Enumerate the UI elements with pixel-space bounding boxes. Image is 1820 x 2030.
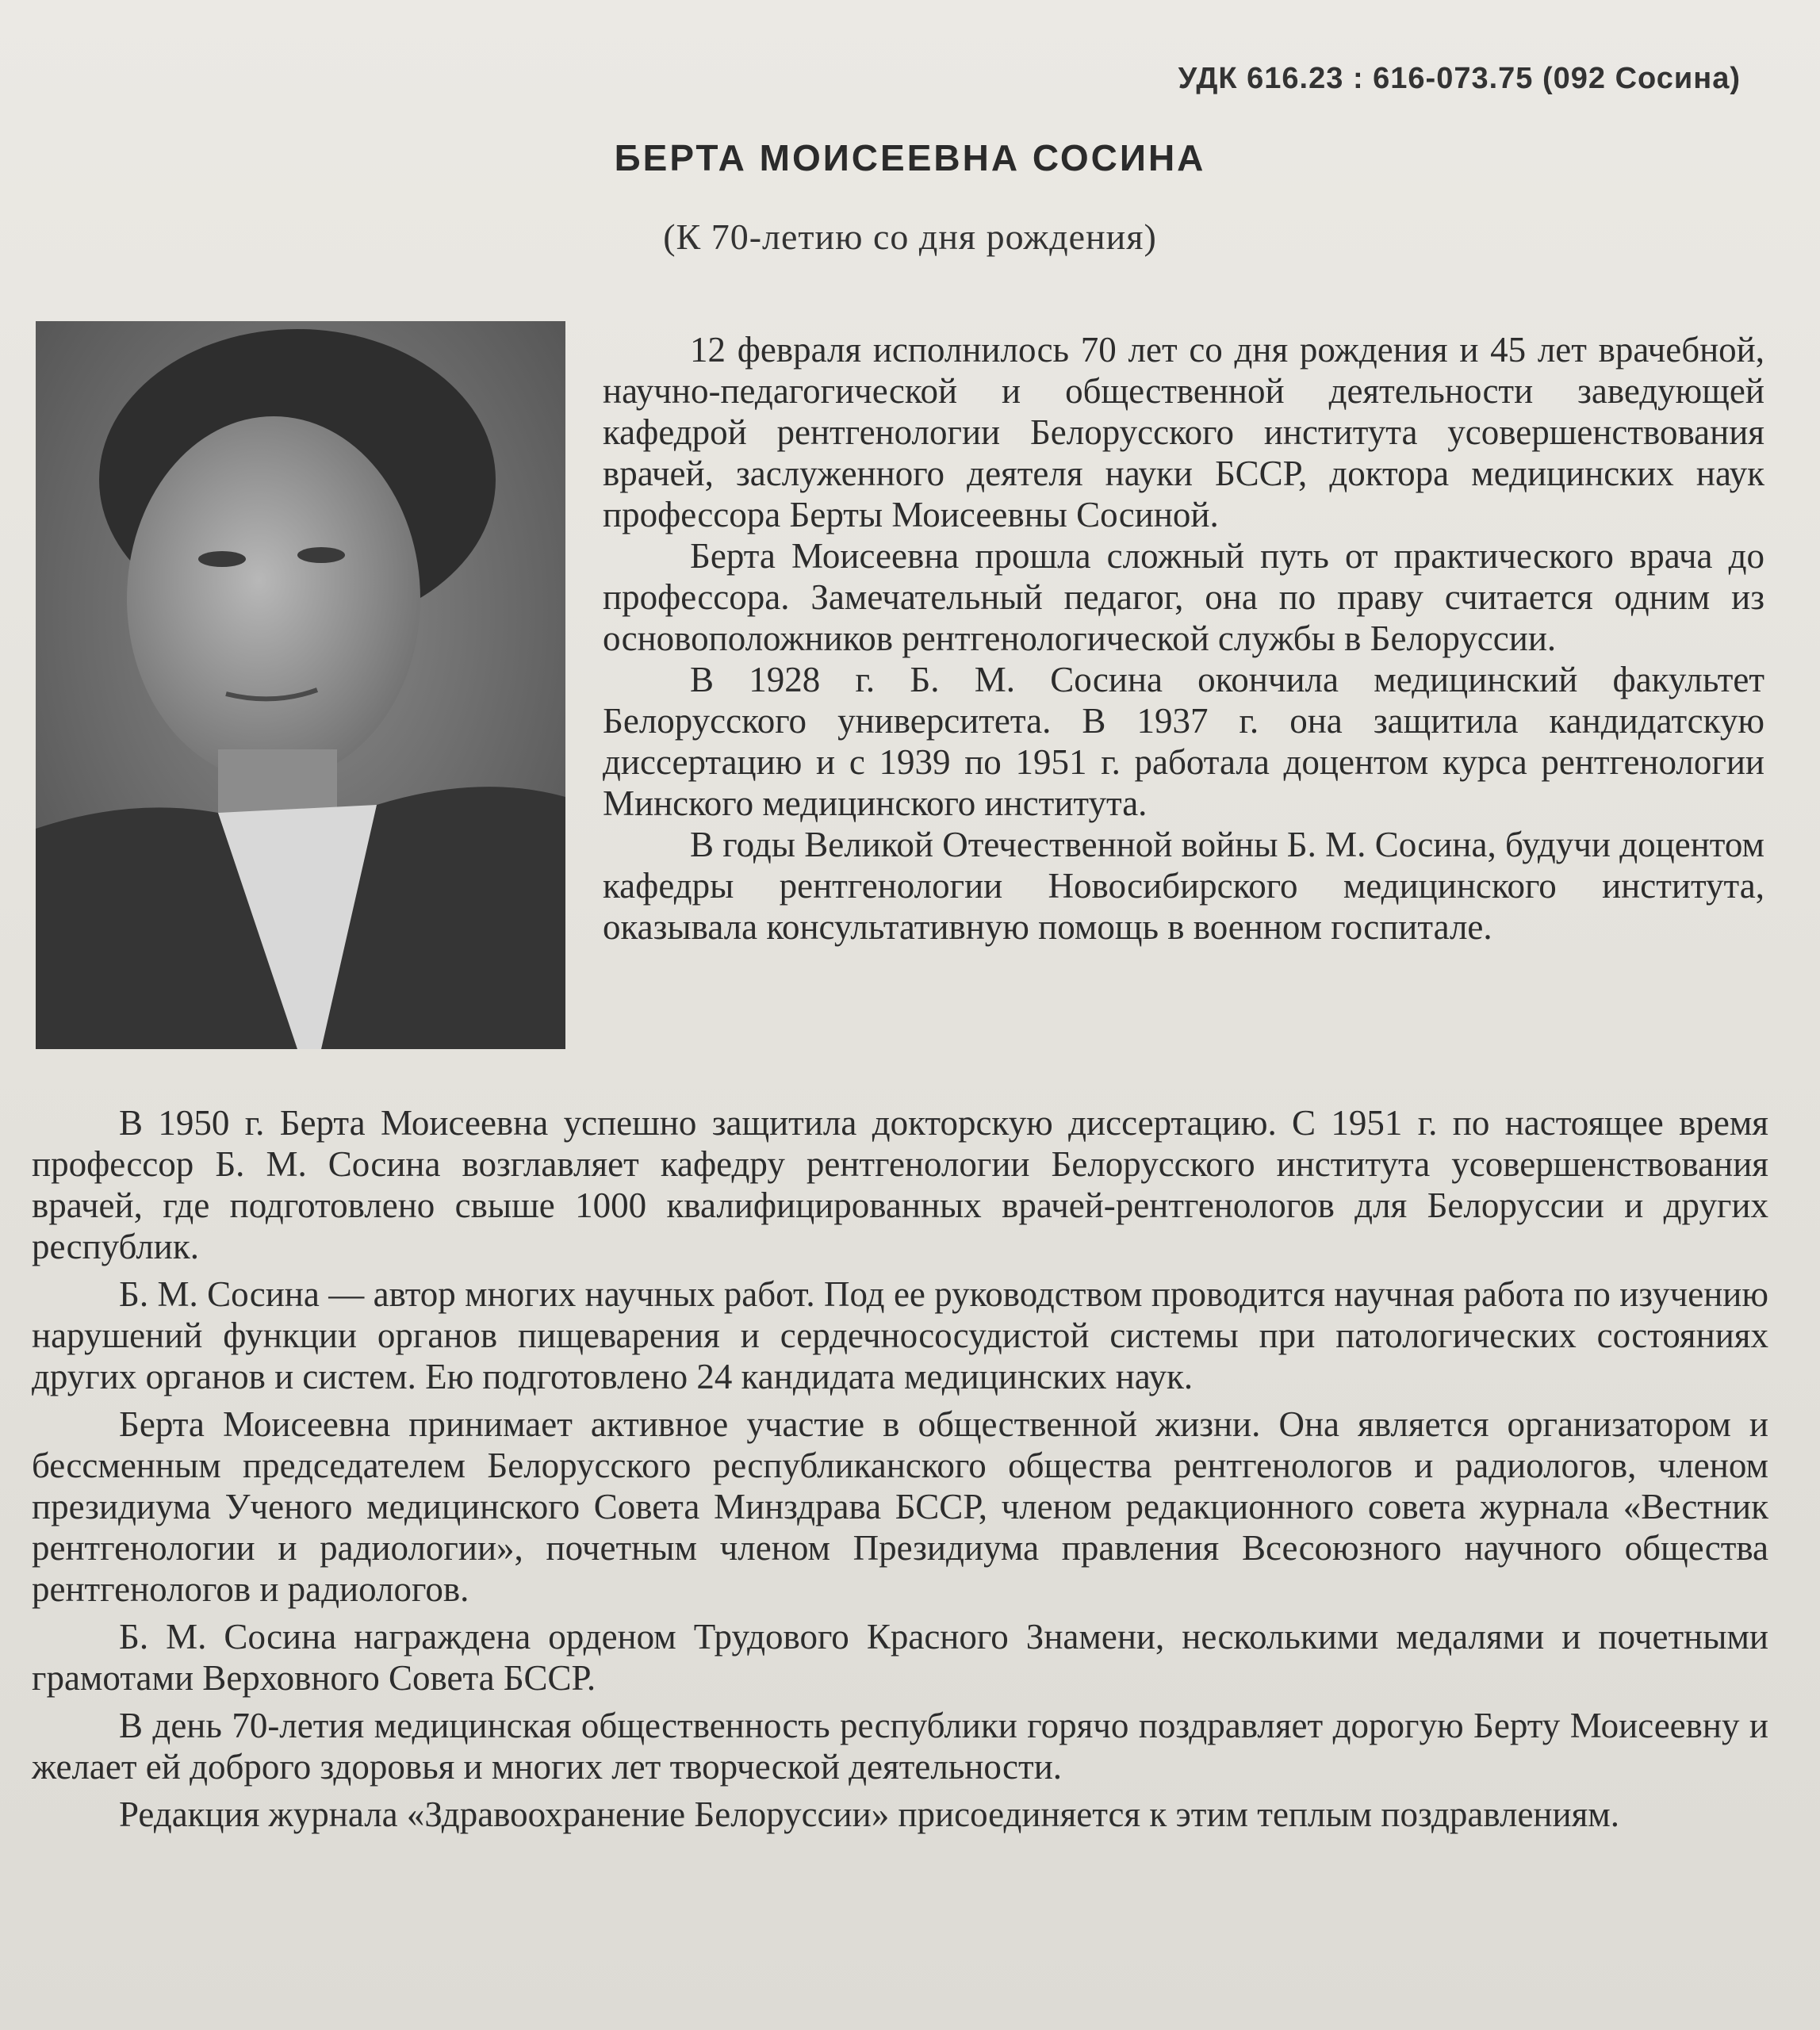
column-text	[603, 329, 1764, 948]
article-subtitle: (К 70-летию со дня рождения)	[663, 216, 1157, 257]
paragraph: Редакция журнала «Здравоохранение Белоруссии» присоединяется к этим теплым поздравлениям.	[119, 1794, 1619, 1834]
paragraph: 12 февраля исполнилось 70 лет со дня рождения и 45 лет врачебной, научно-педагогической и общественной деятельности заведующей кафедрой рентгенологии Белорусского института усовершенствования врачей, заслуженного деятеля науки БССР, доктора медицинских наук профессора Берты Моисеевны Сосиной.	[603, 330, 1764, 534]
paragraph: Б. М. Сосина — автор многих научных работ. Под ее руководством проводится научная работа по изучению нарушений функции органов пищеварения и сердечнососудистой системы при патологических состояниях других органов и систем. Ею подготовлено 24 кандидата медицинских наук.	[32, 1274, 1768, 1396]
paragraph: В годы Великой Отечественной войны Б. М. Сосина, будучи доцентом кафедры рентгенологии Новосибирского медицинского института, оказывала консультативную помощь в военном госпитале.	[603, 825, 1764, 947]
udk-code: УДК 616.23 : 616-073.75 (092 Сосина)	[1178, 62, 1741, 95]
portrait-photo	[36, 321, 565, 1049]
paragraph: В день 70-летия медицинская общественность республики горячо поздравляет дорогую Берту Моисеевну и желает ей доброго здоровья и многих лет творческой деятельности.	[32, 1706, 1768, 1787]
paragraph: В 1928 г. Б. М. Сосина окончила медицинский факультет Белорусского университета. В 1937 г. она защитила кандидатскую диссертацию и с 1939 по 1951 г. работала доцентом курса рентгенологии Минского медицинского института.	[603, 660, 1764, 823]
paragraph: Берта Моисеевна принимает активное участие в общественной жизни. Она является организатором и бессменным председателем Белорусского республиканского общества рентгенологов и радиологов, членом президиума Ученого медицинского Совета Минздрава БССР, членом редакционного совета журнала «Вестник рентгенологии и радиологии», почетным членом Президиума правления Всесоюзного научного общества рентгенологов и радиологов.	[32, 1404, 1768, 1609]
full-width-text	[32, 1102, 1768, 1841]
portrait-photo-icon	[36, 321, 565, 1049]
paragraph: В 1950 г. Берта Моисеевна успешно защитила докторскую диссертацию. С 1951 г. по настоящее время профессор Б. М. Сосина возглавляет кафедру рентгенологии Белорусского института усовершенствования врачей, где подготовлено свыше 1000 квалифицированных врачей-рентгенологов для Белоруссии и других республик.	[32, 1103, 1768, 1266]
paragraph: Берта Моисеевна прошла сложный путь от практического врача до профессора. Замечательный педагог, она по праву считается одним из основоположников рентгенологической службы в Белоруссии.	[603, 536, 1764, 658]
article-title: БЕРТА МОИСЕЕВНА СОСИНА	[614, 137, 1206, 178]
paragraph: Б. М. Сосина награждена орденом Трудового Красного Знамени, несколькими медалями и почетными грамотами Верховного Совета БССР.	[32, 1617, 1768, 1698]
